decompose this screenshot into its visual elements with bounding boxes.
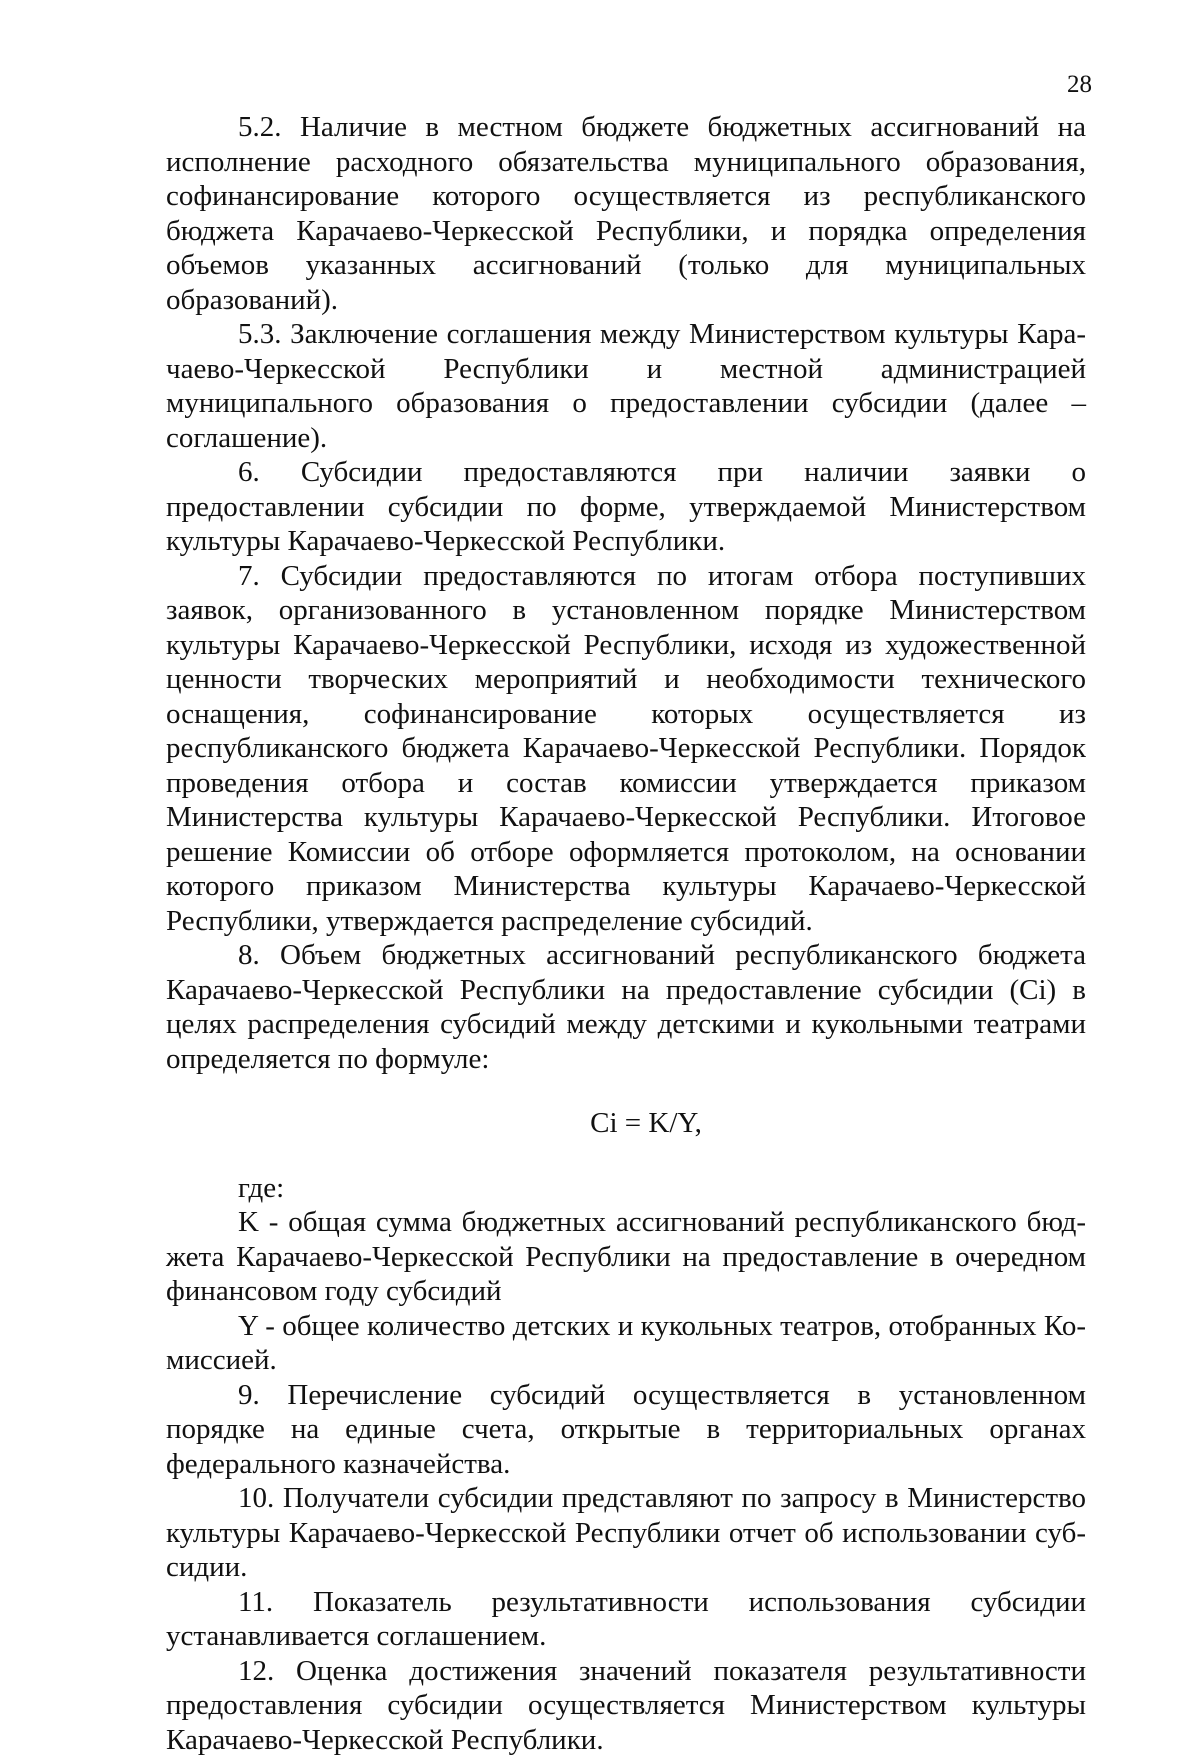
paragraph-12: 12. Оценка достижения значений показателя результативности предоставления субсидии осуществляется Министерством культуры Карачаево-Черкесской Республики. xyxy=(166,1654,1086,1757)
document-body xyxy=(166,110,1086,1757)
page-number: 28 xyxy=(1067,72,1092,97)
paragraph-6: 6. Субсидии предоставляются при наличии заявки о предоставлении субсидии по форме, утверждаемой Министерством культуры Карачаево-Черкесской Республики. xyxy=(166,455,1086,559)
k-definition: K - общая сумма бюджетных ассигнований республиканского бюджета Карачаево-Черкесской Республики на предоставление в очередном финансовом году субсидий xyxy=(166,1205,1086,1309)
where-label: где: xyxy=(166,1171,1086,1206)
paragraph-8: 8. Объем бюджетных ассигнований республиканского бюджета Карачаево-Черкесской Республики на предоставление субсидии (Ci) в целях распределения субсидий между детскими и кукольными театрами определяется по формуле: xyxy=(166,938,1086,1076)
paragraph-11: 11. Показатель результативности использования субсидии устанавливается соглашением. xyxy=(166,1585,1086,1654)
paragraph-5-3: 5.3. Заключение соглашения между Министерством культуры Карачаево-Черкесской Республики и местной администрацией муниципального образования о предоставлении субсидии (далее – соглашение). xyxy=(166,317,1086,455)
formula: Ci = K/Y, xyxy=(166,1106,1086,1141)
paragraph-9: 9. Перечисление субсидий осуществляется в установленном порядке на единые счета, открытые в территориальных органах федерального казначейства. xyxy=(166,1378,1086,1482)
paragraph-5-2: 5.2. Наличие в местном бюджете бюджетных ассигнований на исполнение расходного обязательства муниципального образования, софинансирование которого осуществляется из республиканского бюджета Карачаево-Черкесской Республики, и порядка определения объемов указанных ассигнований (только для муниципальных образований). xyxy=(166,110,1086,317)
y-definition: Y - общее количество детских и кукольных театров, отобранных Комиссией. xyxy=(166,1309,1086,1378)
paragraph-10: 10. Получатели субсидии представляют по запросу в Министерство культуры Карачаево-Черкесской Республики отчет об использовании субсидии. xyxy=(166,1481,1086,1585)
paragraph-7: 7. Субсидии предоставляются по итогам отбора поступивших заявок, организованного в установленном порядке Министерством культуры Карачаево-Черкесской Республики, исходя из художественной ценности творческих мероприятий и необходимости технического оснащения, софинансирование которых осуществляется из республиканского бюджета Карачаево-Черкесской Республики. Порядок проведения отбора и состав комиссии утверждается приказом Министерства культуры Карачаево-Черкесской Республики. Итоговое решение Комиссии об отборе оформляется протоколом, на основании которого приказом Министерства культуры Карачаево-Черкесской Республики, утверждается распределение субсидий. xyxy=(166,559,1086,939)
